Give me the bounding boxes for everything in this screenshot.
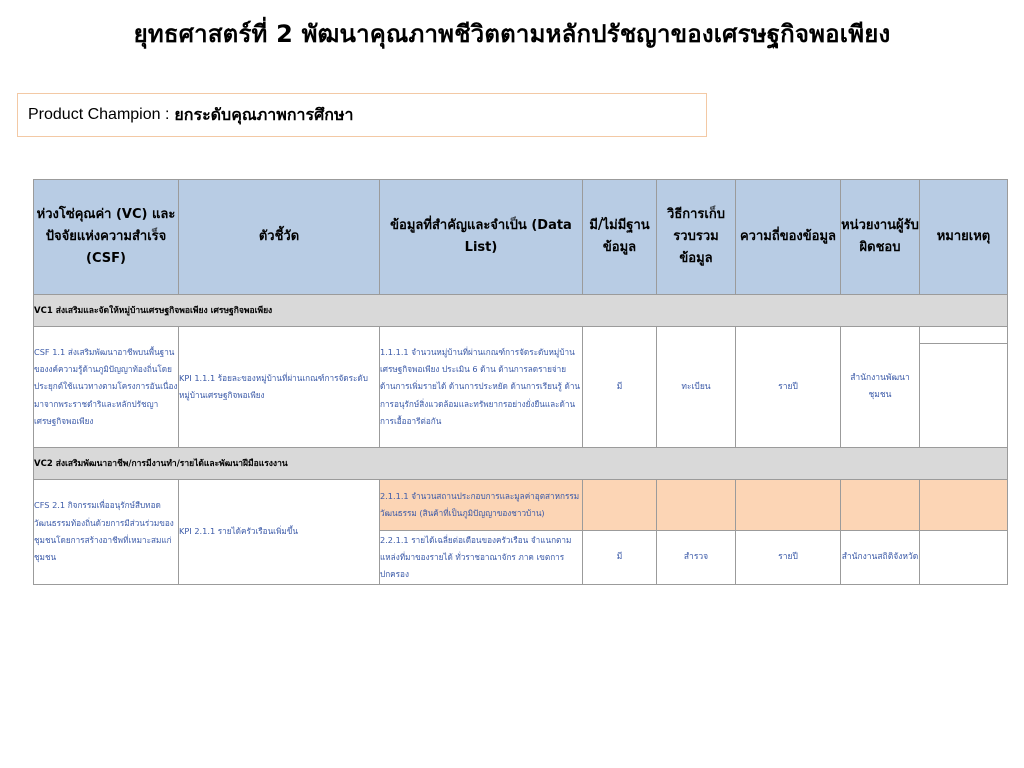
highlight-cell <box>657 480 736 531</box>
csf-2-1: CFS 2.1 กิจกรรมเพื่ออนุรักษ์สืบทอดวัฒนธรรมท้องถิ่นด้วยการมีส่วนร่วมของชุมชนโดยการสร้างอาชีพที่เหมาะสมแก่ชุมชน <box>34 480 179 585</box>
data-1-1-1-1: 1.1.1.1 จำนวนหมู่บ้านที่ผ่านเกณฑ์การจัดระดับหมู่บ้านเศรษฐกิจพอเพียง ประเมิน 6 ด้าน ด้านการลดรายจ่าย ด้านการเพิ่มรายได้ ด้านการประหยัด ด้านการเรียนรู้ ด้านการอนุรักษ์สิ่งแวดล้อมและทรัพยากรอย่างยั่งยืนและด้านการเอื้ออารีต่อกัน <box>380 327 583 448</box>
vc1-agency: สำนักงานพัฒนาชุมชน <box>841 327 920 448</box>
header-frequency: ความถี่ของข้อมูล <box>736 180 841 295</box>
highlight-cell <box>583 480 657 531</box>
product-champion-box <box>17 93 707 137</box>
product-champion-value: ยกระดับคุณภาพการศึกษา <box>174 104 354 124</box>
header-agency: หน่วยงานผู้รับผิดชอบ <box>841 180 920 295</box>
table-row <box>34 327 1008 344</box>
kpi-1-1-1: KPI 1.1.1 ร้อยละของหมู่บ้านที่ผ่านเกณฑ์การจัดระดับหมู่บ้านเศรษฐกิจพอเพียง <box>179 327 380 448</box>
vc2-note <box>920 531 1008 585</box>
vc1-row <box>34 295 1008 327</box>
header-indicator: ตัวชี้วัด <box>179 180 380 295</box>
vc1-has-db: มี <box>583 327 657 448</box>
vc2-row <box>34 448 1008 480</box>
highlight-cell <box>736 480 841 531</box>
vc2-frequency: รายปี <box>736 531 841 585</box>
header-collection-method: วิธีการเก็บรวบรวมข้อมูล <box>657 180 736 295</box>
header-data-list: ข้อมูลที่สำคัญและจำเป็น (Data List) <box>380 180 583 295</box>
vc2-agency: สำนักงานสถิติจังหวัด <box>841 531 920 585</box>
vc2-method: สำรวจ <box>657 531 736 585</box>
header-vc-csf: ห่วงโซ่คุณค่า (VC) และปัจจัยแห่งความสำเร็จ (CSF) <box>34 180 179 295</box>
vc2-has-db: มี <box>583 531 657 585</box>
header-note: หมายเหตุ <box>920 180 1008 295</box>
page-title: ยุทธศาสตร์ที่ 2 พัฒนาคุณภาพชีวิตตามหลักปรัชญาของเศรษฐกิจพอเพียง <box>133 20 891 48</box>
vc1-note <box>920 344 1008 448</box>
vc1-note-top <box>920 327 1008 344</box>
vc1-method: ทะเบียน <box>657 327 736 448</box>
highlight-cell <box>920 480 1008 531</box>
table-row <box>34 480 1008 531</box>
vc1-label: VC1 ส่งเสริมและจัดให้หมู่บ้านเศรษฐกิจพอเพียง เศรษฐกิจพอเพียง <box>34 295 1008 327</box>
table-header-row <box>34 180 1008 295</box>
data-2-2-1-1: 2.2.1.1 รายได้เฉลี่ยต่อเดือนของครัวเรือน จำแนกตามแหล่งที่มาของรายได้ ทั่วราชอาณาจักร ภาค เขตการปกครอง <box>380 531 583 585</box>
highlight-cell <box>841 480 920 531</box>
vc1-frequency: รายปี <box>736 327 841 448</box>
csf-1-1: CSF 1.1 ส่งเสริมพัฒนาอาชีพบนพื้นฐานของงค์ความรู้ด้านภูมิปัญญาท้องถิ่นโดยประยุกต์ใช้แนวทางตามโครงการอันเนื่องมาจากพระราชดำริและหลักปรัชญาเศรษฐกิจพอเพียง <box>34 327 179 448</box>
product-champion-label: Product Champion : <box>28 106 170 123</box>
data-2-1-1-1: 2.1.1.1 จำนวนสถานประกอบการและมูลค่าอุตสาหกรรมวัฒนธรรม (สินค้าที่เป็นภูมิปัญญาของชาวบ้าน) <box>380 480 583 531</box>
vc2-label: VC2 ส่งเสริมพัฒนาอาชีพ/การมีงานทำ/รายได้และพัฒนาฝีมือแรงงาน <box>34 448 1008 480</box>
data-list-table <box>33 179 1008 585</box>
header-has-database: มี/ไม่มีฐานข้อมูล <box>583 180 657 295</box>
kpi-2-1-1: KPI 2.1.1 รายได้ครัวเรือนเพิ่มขึ้น <box>179 480 380 585</box>
